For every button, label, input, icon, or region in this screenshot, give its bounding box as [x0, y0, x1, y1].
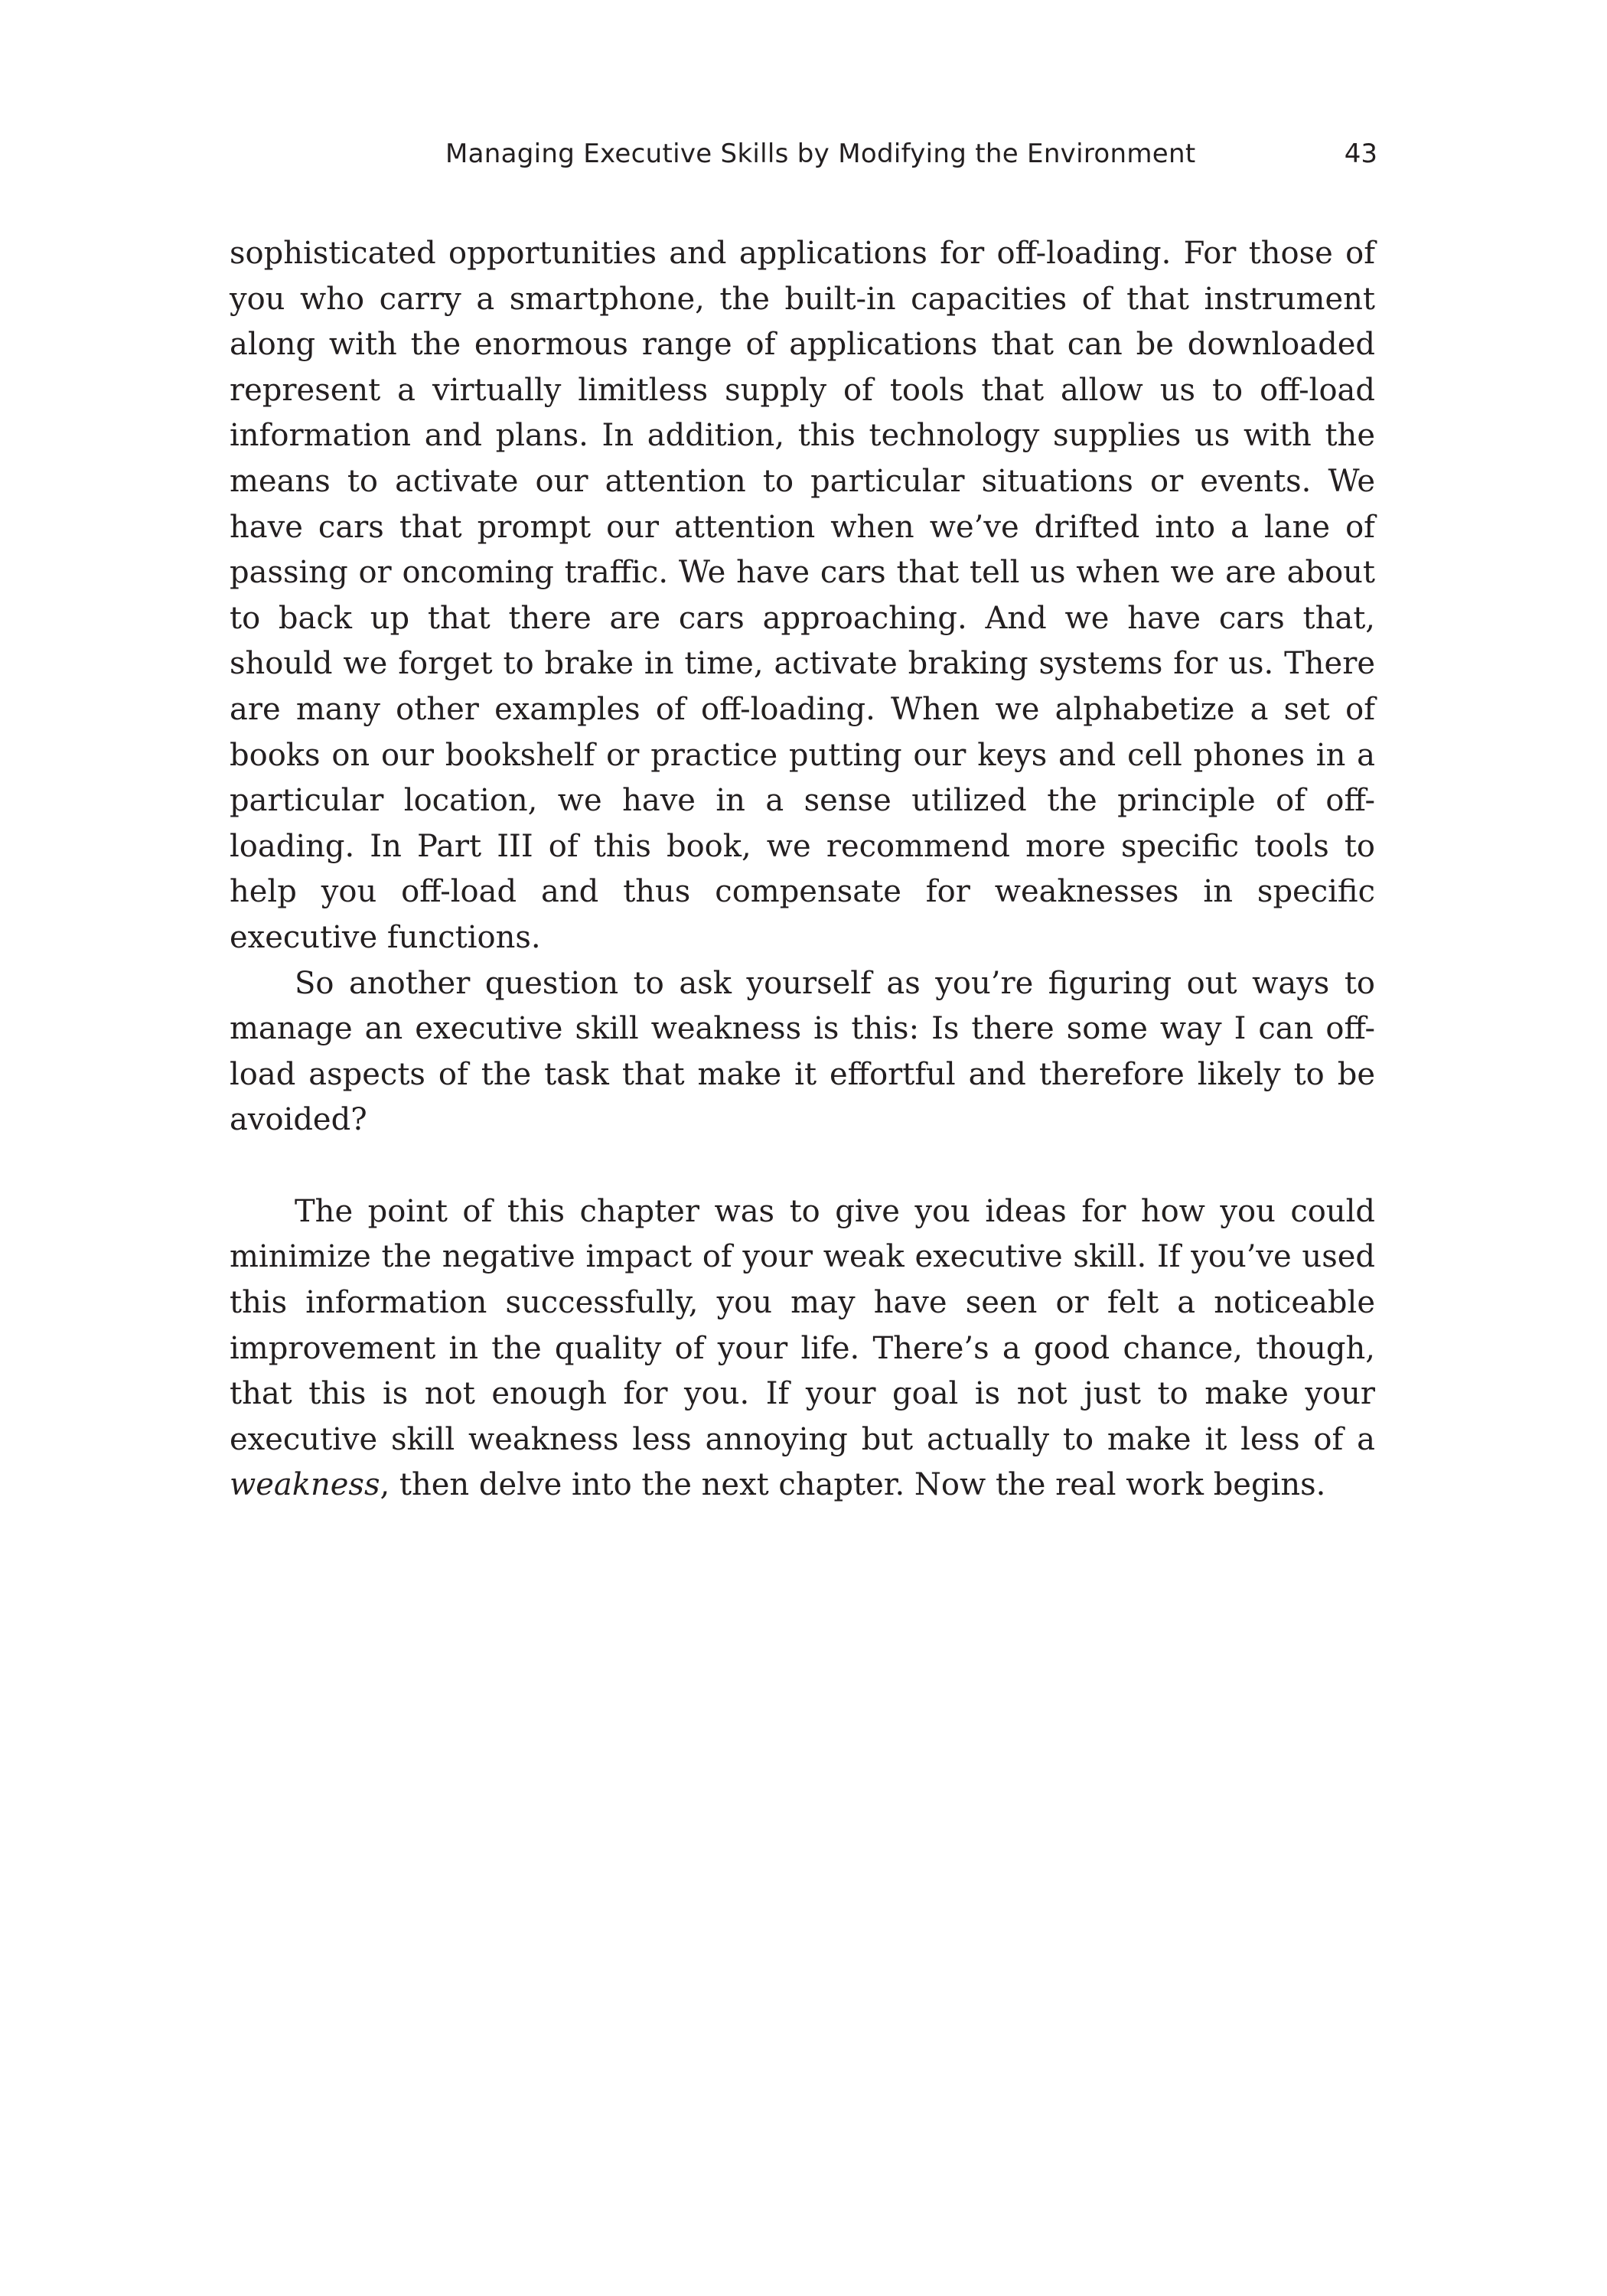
running-title: Managing Executive Skills by Modifying the Environment [445, 139, 1196, 169]
emphasis-weakness: weakness [230, 1467, 380, 1503]
body-text [230, 231, 1375, 1508]
page-number: 43 [1344, 139, 1377, 169]
summary-text-end: , then delve into the next chapter. Now the real work begins. [380, 1467, 1326, 1503]
paragraph-chapter-summary [230, 1189, 1375, 1508]
paragraph-off-loading-examples: sophisticated opportunities and applications for off-loading. For those of you who carry a smartphone, the built-in capacities of that instrument along with the enormous range of applications that can be downloaded represent a virtually limitless supply of tools that allow us to off-load information and plans. In addition, this technology supplies us with the means to activate our attention to particular situations or events. We have cars that prompt our attention when we’ve drifted into a lane of passing or oncoming traffic. We have cars that tell us when we are about to back up that there are cars approaching. And we have cars that, should we forget to brake in time, activate braking systems for us. There are many other examples of off-loading. When we alphabetize a set of books on our bookshelf or practice putting our keys and cell phones in a particular location, we have in a sense utilized the principle of off-loading. In Part III of this book, we recommend more specific tools to help you off-load and thus compensate for weaknesses in specific executive functions. [230, 236, 1375, 955]
summary-text-start: The point of this chapter was to give you ideas for how you could minimize the negative impact of your weak executive skill. If you’ve used this information successfully, you may have seen or felt a noticeable improvement in the quality of your life. There’s a good chance, though, that this is not enough for you. If your goal is not just to make your executive skill weakness less annoying but actually to make it less of a [230, 1193, 1375, 1457]
running-header [230, 135, 1377, 173]
paragraph-question-to-ask: So another question to ask yourself as you’re figuring out ways to manage an executive skill weakness is this: Is there some way I can off-load aspects of the task that make it effortful and therefore likely to be avoided? [230, 965, 1375, 1138]
